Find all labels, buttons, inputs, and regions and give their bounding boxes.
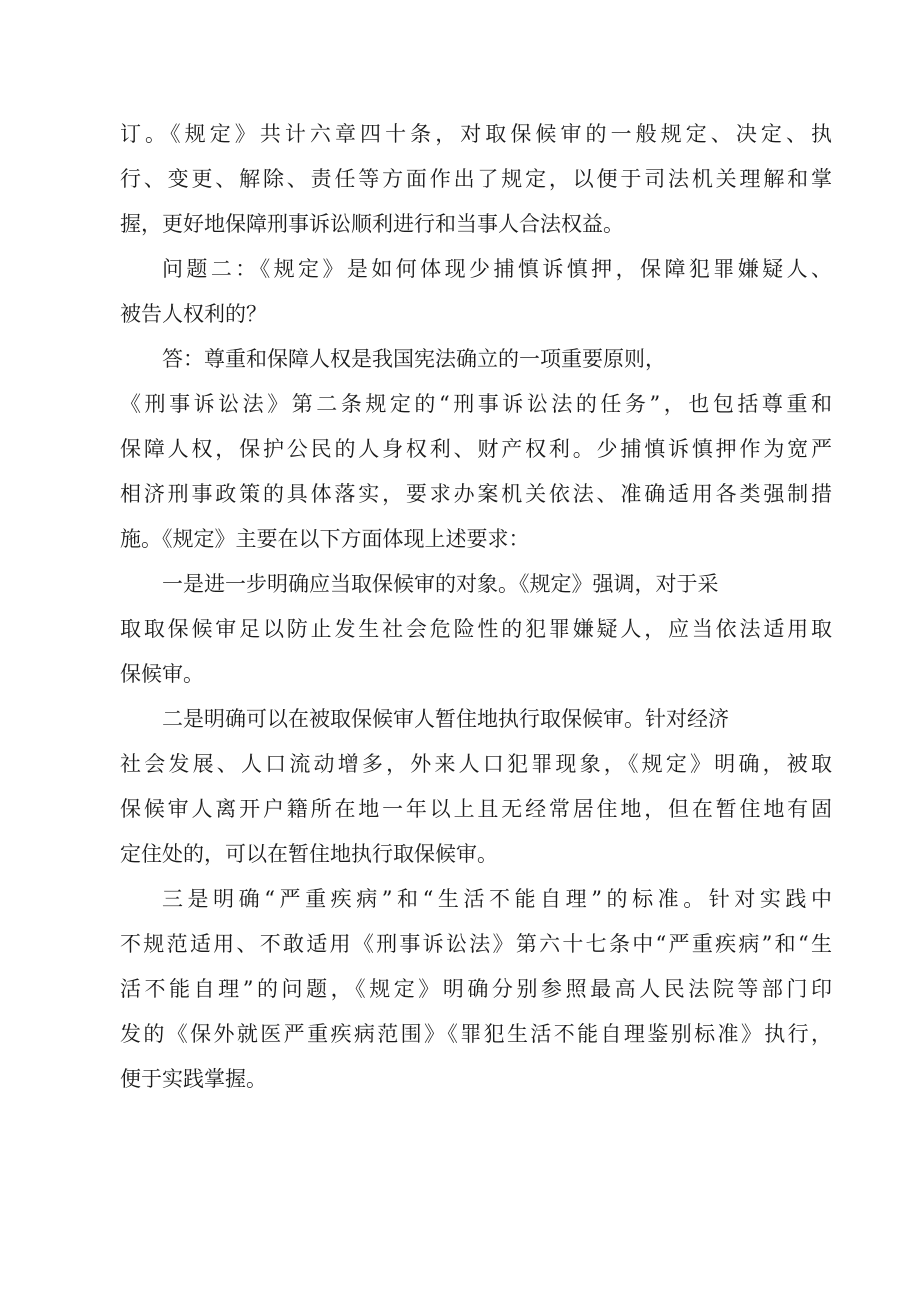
text-line: 发的《保外就医严重疾病范围》《罪犯生活不能自理鉴别标准》执行， xyxy=(120,1022,832,1046)
paragraph-3 xyxy=(120,337,832,562)
text-line: 保障人权，保护公民的人身权利、财产权利。少捕慎诉慎押作为宽严 xyxy=(120,437,832,461)
paragraph-4 xyxy=(120,562,832,697)
text-line: 不规范适用、不敢适用《刑事诉讼法》第六十七条中“严重疾病”和“生 xyxy=(120,932,832,956)
text-line: 活不能自理”的问题，《规定》明确分别参照最高人民法院等部门印 xyxy=(120,977,832,1001)
question-heading-line: 被告人权利的？ xyxy=(120,302,267,326)
text-line: 握，更好地保障刑事诉讼顺利进行和当事人合法权益。 xyxy=(120,212,624,236)
paragraph-6 xyxy=(120,877,832,1102)
text-line: 保候审。 xyxy=(120,662,204,686)
text-line: 便于实践掌握。 xyxy=(120,1067,267,1091)
text-line: 一是进一步明确应当取保候审的对象。《规定》强调，对于采 xyxy=(162,572,719,596)
document-body xyxy=(120,112,832,1102)
paragraph-1 xyxy=(120,112,832,247)
paragraph-2 xyxy=(120,247,832,337)
text-line: 答：尊重和保障人权是我国宪法确立的一项重要原则， xyxy=(162,347,666,371)
text-line: 保候审人离开户籍所在地一年以上且无经常居住地，但在暂住地有固 xyxy=(120,797,832,821)
text-line: 相济刑事政策的具体落实，要求办案机关依法、准确适用各类强制措 xyxy=(120,482,832,506)
question-heading-line: 问题二：《规定》是如何体现少捕慎诉慎押，保障犯罪嫌疑人、 xyxy=(162,257,832,281)
text-line: 《刑事诉讼法》第二条规定的“刑事诉讼法的任务”，也包括尊重和 xyxy=(120,392,832,416)
text-line: 定住处的，可以在暂住地执行取保候审。 xyxy=(120,842,498,866)
text-line: 二是明确可以在被取保候审人暂住地执行取保候审。针对经济 xyxy=(162,707,729,731)
text-line: 行、变更、解除、责任等方面作出了规定，以便于司法机关理解和掌 xyxy=(120,167,832,191)
text-line: 取取保候审足以防止发生社会危险性的犯罪嫌疑人，应当依法适用取 xyxy=(120,617,832,641)
paragraph-5 xyxy=(120,697,832,877)
text-line: 三是明确“严重疾病”和“生活不能自理”的标准。针对实践中 xyxy=(162,887,832,911)
text-line: 订。《规定》共计六章四十条，对取保候审的一般规定、决定、执 xyxy=(120,122,832,146)
text-line: 施。《规定》主要在以下方面体现上述要求： xyxy=(120,527,530,551)
text-line: 社会发展、人口流动增多，外来人口犯罪现象，《规定》明确，被取 xyxy=(120,752,832,776)
